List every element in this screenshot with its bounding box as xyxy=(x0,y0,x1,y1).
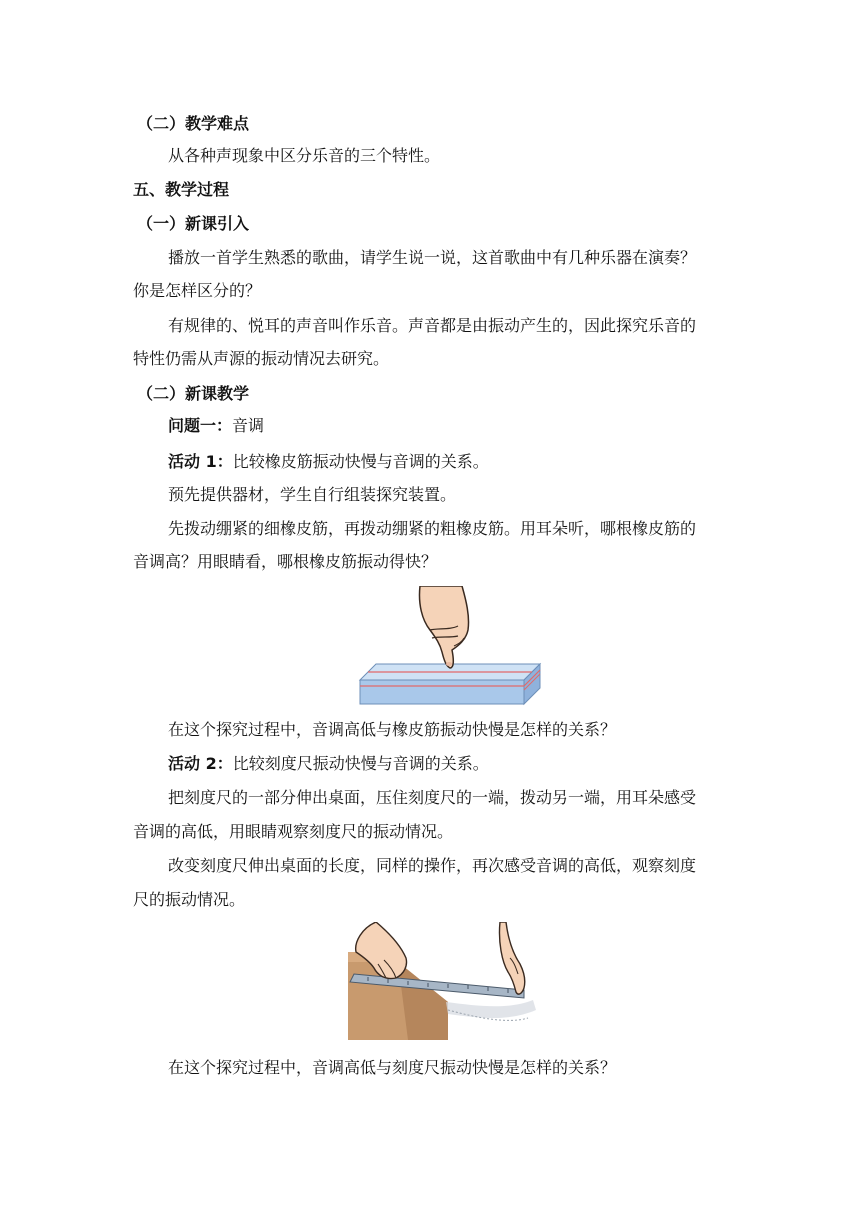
hands-plucking-ruler-icon xyxy=(348,922,548,1040)
activity-2-paragraph-2-line-1: 改变刻度尺伸出桌面的长度，同样的操作，再次感受音调的高低，观察刻度 xyxy=(168,856,697,875)
activity-2-paragraph-2-line-2: 尺的振动情况。 xyxy=(133,890,246,909)
activity-2-label: 活动 2： xyxy=(168,754,233,773)
activity-2-paragraph-1-line-1: 把刻度尺的一部分伸出桌面，压住刻度尺的一端，拨动另一端，用耳朵感受 xyxy=(168,788,697,807)
intro-paragraph-1-line-1: 播放一首学生熟悉的歌曲，请学生说一说，这首歌曲中有几种乐器在演奏？ xyxy=(168,248,697,267)
activity-1-paragraph-line-1: 先拨动绷紧的细橡皮筋，再拨动绷紧的粗橡皮筋。用耳朵听，哪根橡皮筋的 xyxy=(168,519,697,538)
difficulty-text: 从各种声现象中区分乐音的三个特性。 xyxy=(168,146,441,165)
rubber-band-figure xyxy=(358,586,542,706)
question-1 xyxy=(168,414,264,438)
question-1-label: 问题一： xyxy=(168,416,233,435)
activity-2 xyxy=(168,752,489,776)
activity-2-question: 在这个探究过程中，音调高低与刻度尺振动快慢是怎样的关系？ xyxy=(168,1058,617,1077)
activity-1-question: 在这个探究过程中，音调高低与橡皮筋振动快慢是怎样的关系？ xyxy=(168,720,617,739)
difficulty-heading: （二）教学难点 xyxy=(137,114,250,133)
activity-1-prep: 预先提供器材，学生自行组装探究装置。 xyxy=(168,485,457,504)
activity-2-text: 比较刻度尺振动快慢与音调的关系。 xyxy=(232,754,489,773)
question-1-text: 音调 xyxy=(232,416,265,435)
intro-paragraph-2-line-1: 有规律的、悦耳的声音叫作乐音。声音都是由振动产生的，因此探究乐音的 xyxy=(168,316,697,335)
teaching-heading: （二）新课教学 xyxy=(137,384,250,403)
activity-1-text: 比较橡皮筋振动快慢与音调的关系。 xyxy=(232,452,489,471)
hand-plucking-rubber-band-icon xyxy=(358,586,542,706)
process-heading: 五、教学过程 xyxy=(133,180,230,199)
ruler-figure xyxy=(348,922,548,1040)
activity-1 xyxy=(168,450,489,474)
intro-heading: （一）新课引入 xyxy=(137,214,250,233)
intro-paragraph-1-line-2: 你是怎样区分的？ xyxy=(133,281,262,300)
activity-1-paragraph-line-2: 音调高？用眼睛看，哪根橡皮筋振动得快？ xyxy=(133,552,438,571)
intro-paragraph-2-line-2: 特性仍需从声源的振动情况去研究。 xyxy=(133,349,390,368)
activity-2-paragraph-1-line-2: 音调的高低，用眼睛观察刻度尺的振动情况。 xyxy=(133,822,454,841)
activity-1-label: 活动 1： xyxy=(168,452,233,471)
